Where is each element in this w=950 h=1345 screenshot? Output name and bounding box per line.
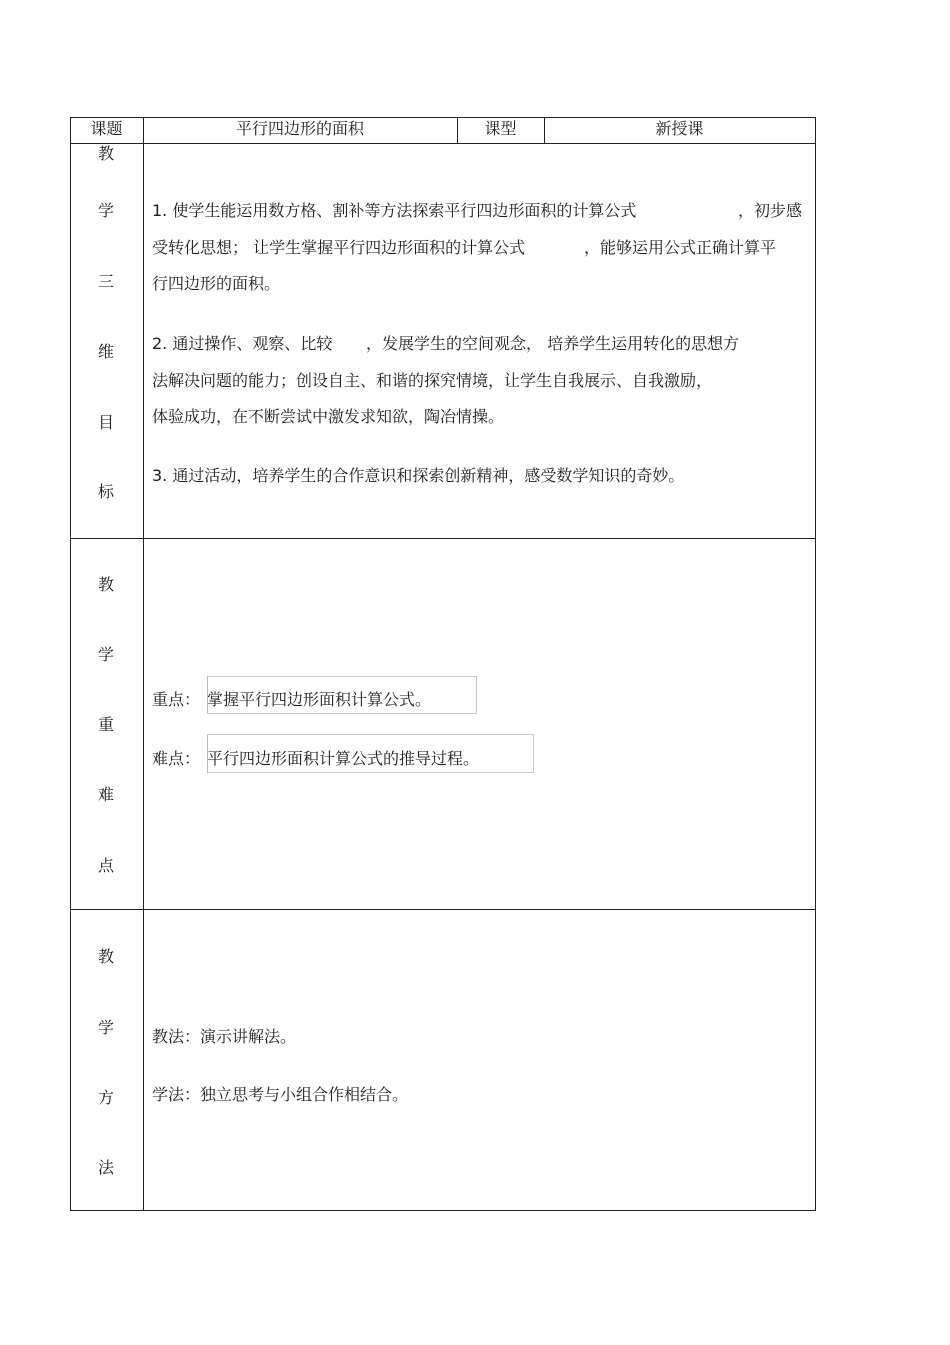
methods-side-char: 学 <box>97 1018 114 1037</box>
objective-3-line-1: 3. 通过活动，培养学生的合作意识和探索创新精神，感受数学知识的奇妙。 <box>152 466 685 485</box>
keypoints-side-char: 点 <box>97 856 114 875</box>
objectives-side-char: 学 <box>97 201 114 220</box>
methods-side-char: 教 <box>97 947 114 966</box>
keypoints-side-char: 难 <box>97 785 114 804</box>
objective-1-line-3: 行四边形的面积。 <box>152 274 281 293</box>
objectives-side-char: 目 <box>97 413 114 432</box>
objective-2-line-1a: 2. 通过操作、观察、比较 <box>152 334 333 353</box>
key-point-label: 重点： <box>152 690 201 709</box>
objective-2-line-2: 法解决问题的能力；创设自主、和谐的探究情境，让学生自我展示、自我激励， <box>152 371 713 390</box>
topic-value: 平行四边形的面积 <box>235 119 364 138</box>
methods-side-char: 方 <box>97 1088 114 1107</box>
table-row-divider-header <box>70 143 816 144</box>
objective-1-line-1a: 1. 使学生能运用数方格、割补等方法探索平行四边形面积的计算公式 <box>152 201 637 220</box>
keypoints-side-char: 学 <box>97 645 114 664</box>
objective-2-line-1b: ，发展学生的空间观念， 培养学生运用转化的思想方 <box>366 334 740 353</box>
table-border-bottom <box>70 1210 816 1211</box>
objectives-side-char: 标 <box>97 482 114 501</box>
objective-2-line-3: 体验成功，在不断尝试中激发求知欲，陶冶情操。 <box>152 407 505 426</box>
topic-label: 课题 <box>90 119 123 138</box>
table-row-divider-objectives <box>70 538 816 539</box>
objectives-side-char: 教 <box>97 144 114 163</box>
objectives-side-char: 维 <box>97 342 114 361</box>
table-border-right <box>815 117 816 1211</box>
key-point-value: 掌握平行四边形面积计算公式。 <box>207 690 432 709</box>
teaching-method: 教法：演示讲解法。 <box>152 1027 297 1046</box>
learning-method: 学法：独立思考与小组合作相结合。 <box>152 1085 409 1104</box>
lesson-type-value: 新授课 <box>655 119 704 138</box>
table-row-divider-keypoints <box>70 909 816 910</box>
table-column-divider <box>143 117 144 1211</box>
difficult-point-label: 难点： <box>152 749 201 768</box>
objective-1-line-2a: 受转化思想； 让学生掌握平行四边形面积的计算公式 <box>152 238 526 257</box>
difficult-point-value: 平行四边形面积计算公式的推导过程。 <box>207 749 480 768</box>
keypoints-side-char: 重 <box>97 715 114 734</box>
objective-1-line-1b: ，初步感 <box>738 201 803 220</box>
lesson-type-label: 课型 <box>484 119 517 138</box>
methods-side-char: 法 <box>97 1158 114 1177</box>
objective-1-line-2b: ，能够运用公式正确计算平 <box>584 238 777 257</box>
table-border-top <box>70 117 816 118</box>
objectives-side-char: 三 <box>97 272 114 291</box>
keypoints-side-char: 教 <box>97 575 114 594</box>
